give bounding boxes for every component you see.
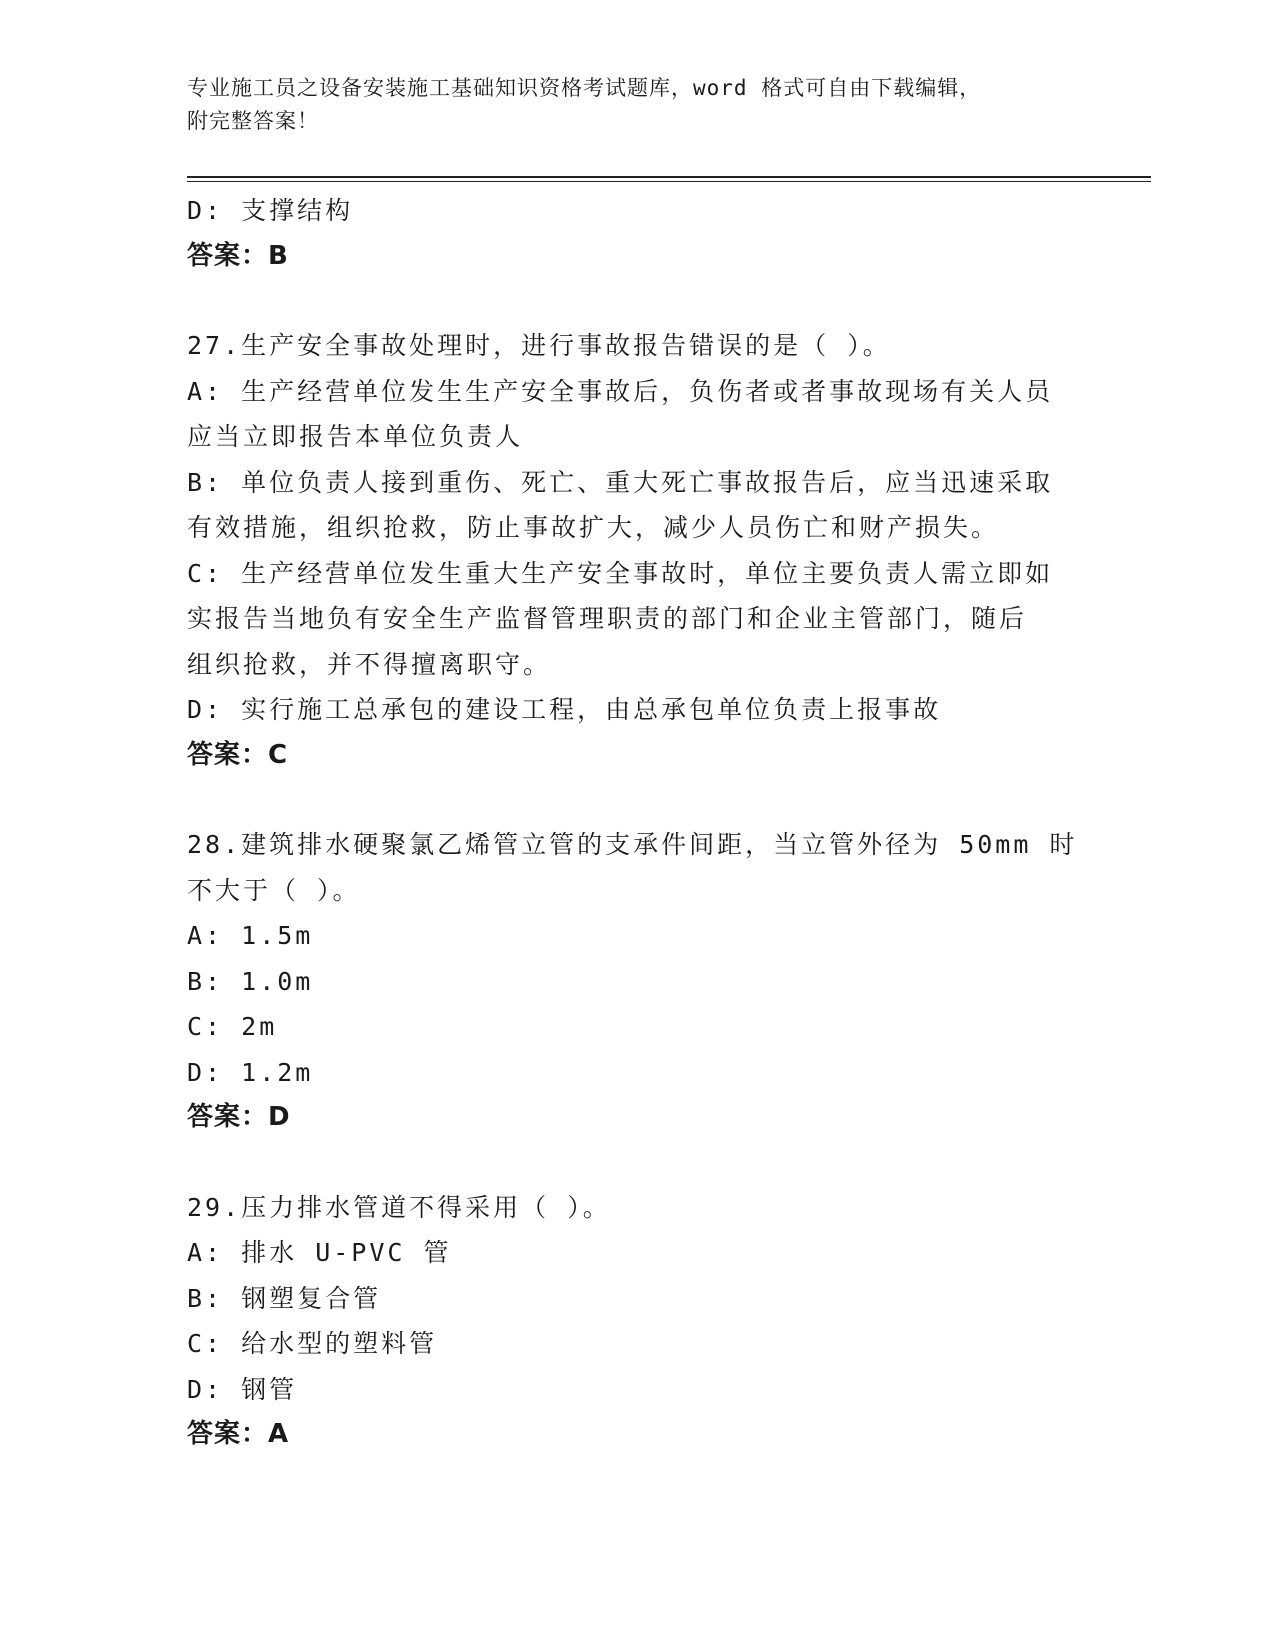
question-29 bbox=[187, 1185, 1087, 1458]
option-c: C: 给水型的塑料管 bbox=[187, 1329, 438, 1358]
header-divider-thin bbox=[187, 181, 1151, 182]
option-b-cont: 有效措施，组织抢救，防止事故扩大，减少人员伤亡和财产损失。 bbox=[187, 513, 1000, 542]
question-27 bbox=[187, 323, 1087, 778]
question-stem: 27.生产安全事故处理时，进行事故报告错误的是（ ）。 bbox=[187, 331, 891, 360]
option-b: B: 钢塑复合管 bbox=[187, 1283, 382, 1313]
option-c-cont: 组织抢救，并不得擅离职守。 bbox=[187, 649, 552, 679]
option-c-cont: 实报告当地负有安全生产监督管理职责的部门和企业主管部门，随后 bbox=[187, 604, 1028, 633]
spacer bbox=[187, 778, 1087, 822]
header-divider-thick bbox=[187, 176, 1151, 178]
header-line-2: 附完整答案！ bbox=[187, 109, 319, 133]
answer-line: 答案：D bbox=[187, 1102, 291, 1132]
spacer bbox=[187, 279, 1087, 323]
option-b: B: 单位负责人接到重伤、死亡、重大死亡事故报告后，应当迅速采取 bbox=[187, 467, 1054, 497]
option-c: C: 2m bbox=[187, 1012, 278, 1041]
option-a: A: 1.5m bbox=[187, 921, 314, 950]
question-stem: 28.建筑排水硬聚氯乙烯管立管的支承件间距，当立管外径为 50mm 时 bbox=[187, 830, 1078, 859]
page-header bbox=[187, 72, 1087, 138]
answer-line: 答案：A bbox=[187, 1419, 290, 1449]
option-b: B: 1.0m bbox=[187, 966, 314, 996]
question-stem-cont: 不大于（ ）。 bbox=[187, 875, 361, 905]
document-body bbox=[187, 188, 1087, 1458]
answer-line: 答案：B bbox=[187, 240, 289, 271]
question-28 bbox=[187, 822, 1087, 1141]
option-a: A: 生产经营单位发生生产安全事故后，负伤者或者事故现场有关人员 bbox=[187, 376, 1054, 406]
question-stem: 29.压力排水管道不得采用（ ）。 bbox=[187, 1192, 611, 1222]
option-c: C: 生产经营单位发生重大生产安全事故时，单位主要负责人需立即如 bbox=[187, 558, 1054, 588]
option-a-cont: 应当立即报告本单位负责人 bbox=[187, 422, 524, 451]
option-d: D: 实行施工总承包的建设工程，由总承包单位负责上报事故 bbox=[187, 695, 942, 724]
answer-line: 答案：C bbox=[187, 739, 289, 770]
header-line-1: 专业施工员之设备安装施工基础知识资格考试题库，word 格式可自由下载编辑， bbox=[187, 76, 982, 100]
question-26-tail bbox=[187, 188, 1087, 279]
option-d: D: 钢管 bbox=[187, 1374, 298, 1404]
option-d: D: 1.2m bbox=[187, 1057, 314, 1087]
option-d: D: 支撑结构 bbox=[187, 196, 354, 225]
spacer bbox=[187, 1141, 1087, 1185]
option-a: A: 排水 U-PVC 管 bbox=[187, 1238, 452, 1267]
